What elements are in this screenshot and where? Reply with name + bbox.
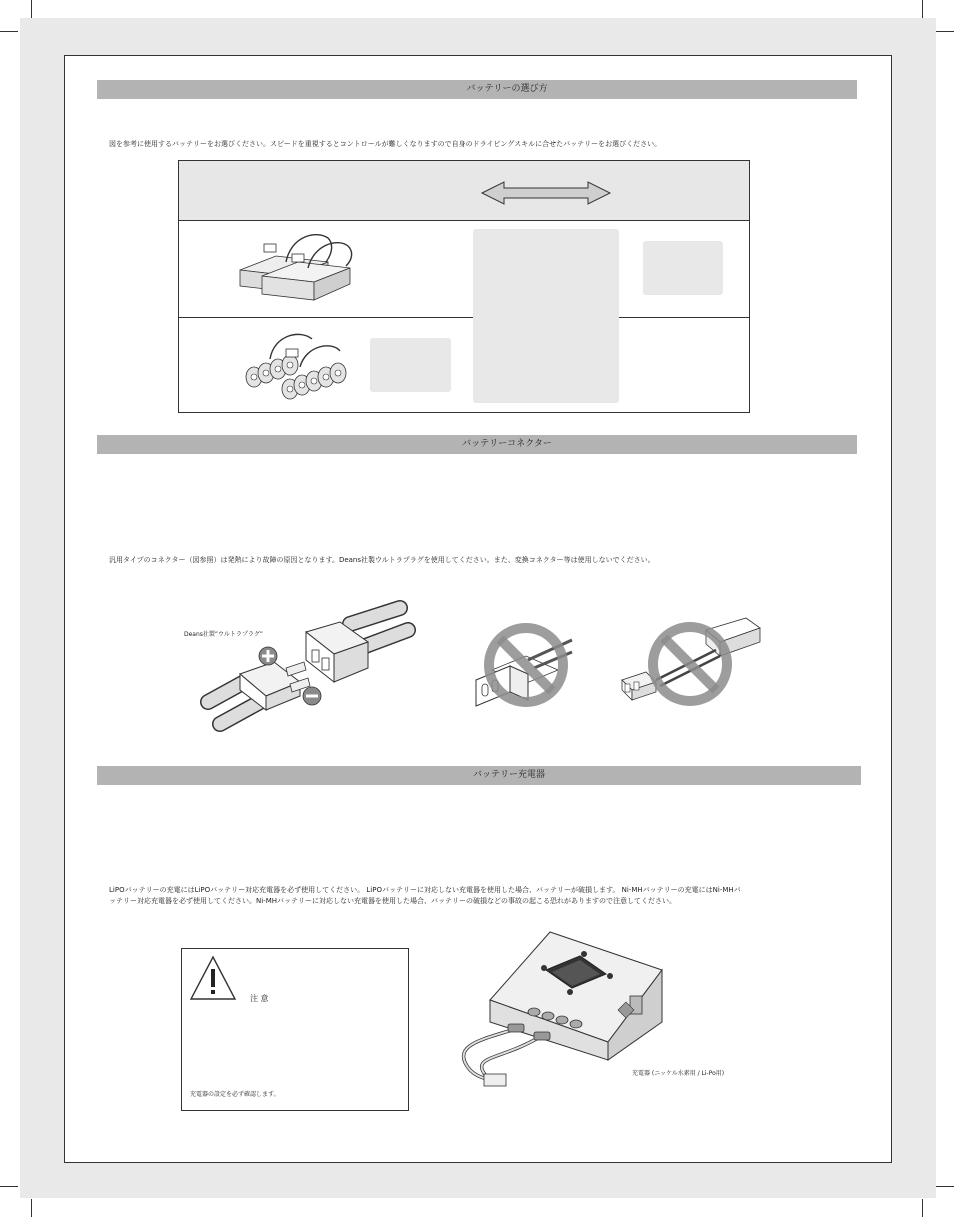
- double-arrow-icon: [480, 180, 612, 206]
- table-row-divider: [179, 317, 475, 318]
- charger-description-line1: LiPOバッテリーの充電にはLiPOバッテリー対応充電器を必ず使用してください。 LiPOバッテリーに対応しない充電器を使用した場合、バッテリーが破損します。 Ni-MHバッテリーの充電にはNi-MHバ: [109, 886, 741, 894]
- placeholder-box: [643, 241, 723, 295]
- charger-caption: 充電器 (ニッケル水素用 / Li-Po用): [632, 1070, 725, 1077]
- crop-mark: [0, 31, 18, 32]
- nimh-battery-icon: [240, 327, 352, 409]
- table-row-divider: [615, 317, 749, 318]
- battery-selection-description: 図を参考に使用するバッテリーをお選びください。スピードを重視するとコントロールが難しくなりますので自身のドライビングスキルに合せたバッテリーをお選びください。: [109, 140, 662, 148]
- crop-mark: [936, 31, 954, 32]
- deans-plug-illustration: [200, 606, 410, 736]
- section-title-battery-connector: [97, 435, 857, 454]
- crop-mark: [0, 1186, 18, 1187]
- lipo-battery-icon: [236, 226, 366, 306]
- plus-icon: [258, 646, 278, 666]
- placeholder-box: [370, 338, 451, 392]
- minus-icon: [302, 686, 322, 706]
- deans-plug-label: Deans社製”ウルトラプラグ”: [184, 631, 263, 638]
- warning-triangle-icon: [189, 955, 237, 1001]
- prohibited-icon: [474, 620, 574, 710]
- crop-mark: [31, 1199, 32, 1217]
- crop-mark: [936, 1186, 954, 1187]
- section-title-text: バッテリー充電器: [472, 770, 545, 780]
- crop-mark: [922, 1199, 923, 1217]
- prohibited-icon: [616, 610, 766, 710]
- crop-mark: [922, 0, 923, 18]
- section-title-text: バッテリーの選び方: [466, 84, 548, 94]
- section-title-battery-charger: [97, 766, 861, 785]
- crop-mark: [31, 0, 32, 18]
- charger-description-line2: ッテリー対応充電器を必ず使用してください。Ni-MHバッテリーに対応しない充電器を使用した場合、バッテリーの破損などの事故の起こる恐れがありますので注意してください。: [109, 897, 677, 905]
- caution-box: [181, 948, 409, 1111]
- section-title-battery-selection: [97, 80, 857, 99]
- table-header: [179, 161, 749, 221]
- section-title-text: バッテリーコネクター: [462, 439, 552, 449]
- connector-description: 汎用タイプのコネクター（図参照）は発熱により故障の原因となります。Deans社製ウルトラプラグを使用してください。また、変換コネクター等は使用しないでください。: [109, 556, 655, 564]
- placeholder-box: [473, 229, 619, 403]
- caution-title: 注 意: [250, 994, 269, 1003]
- caution-text: 充電器の設定を必ず確認します。: [190, 1091, 280, 1098]
- charger-icon: [440, 930, 670, 1090]
